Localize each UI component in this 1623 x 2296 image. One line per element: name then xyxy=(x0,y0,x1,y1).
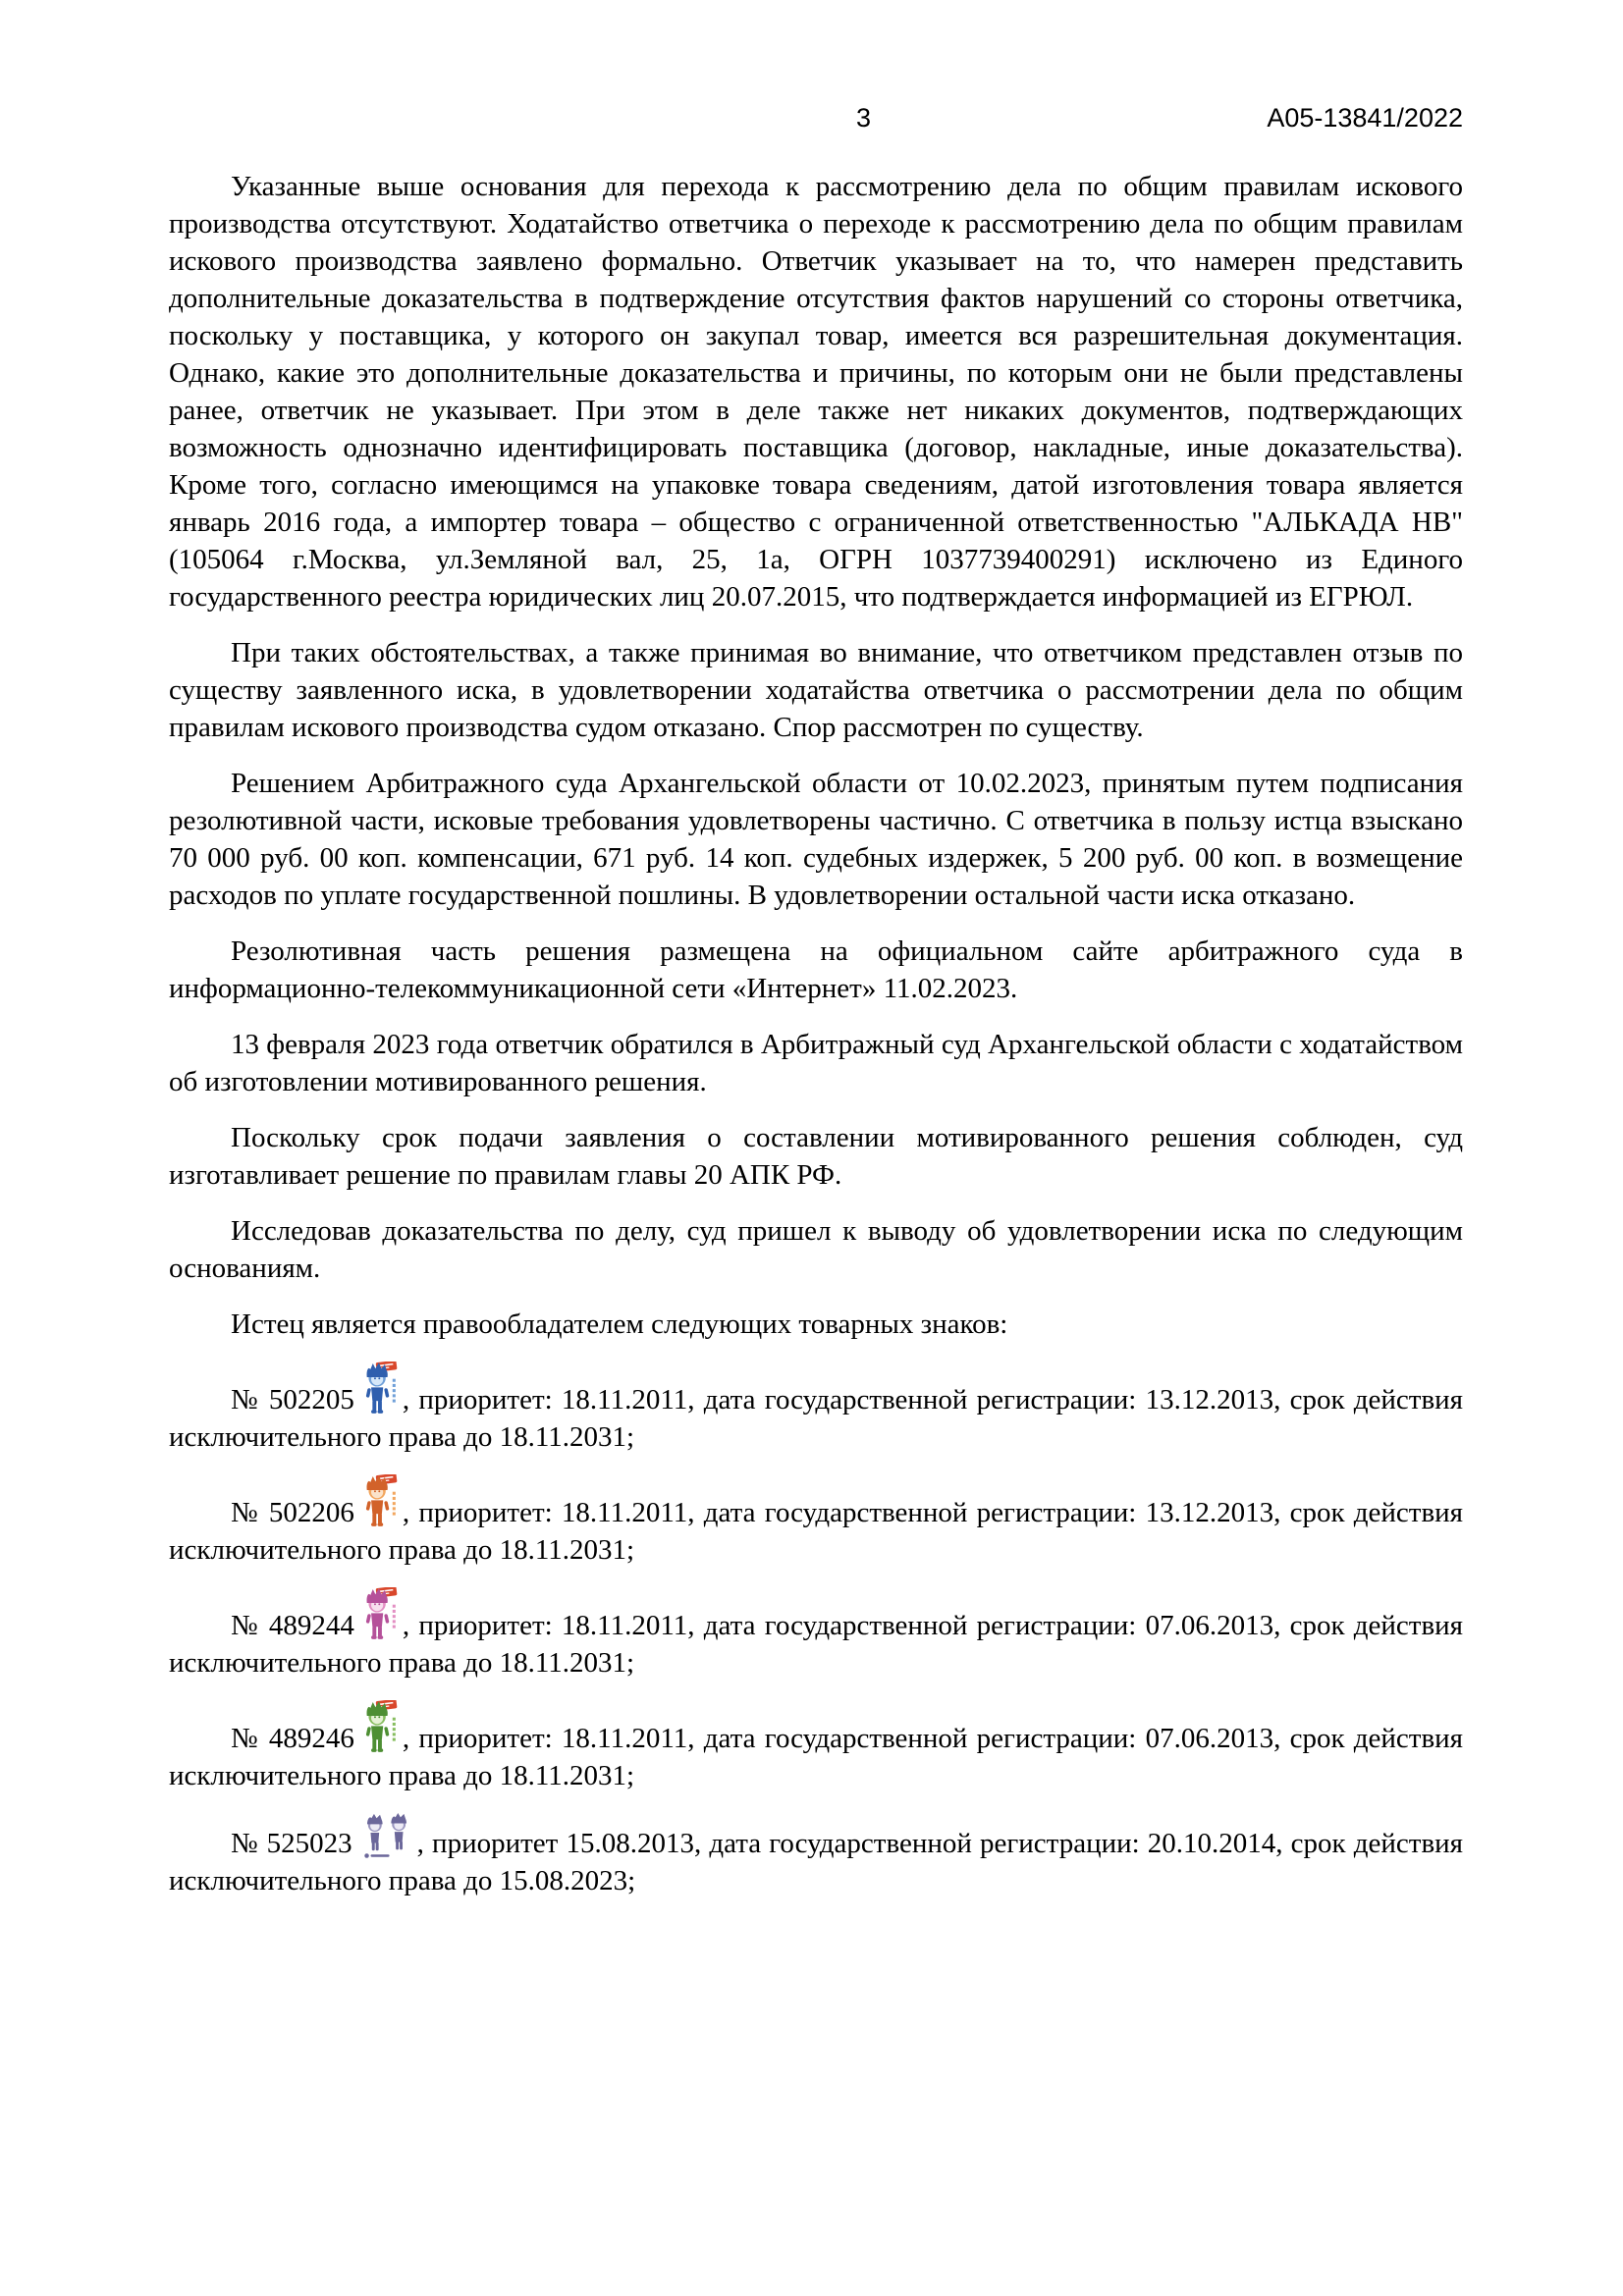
paragraph-motion-denied: При таких обстоятельствах, а также принимая во внимание, что ответчиком представлен отзыв по существу заявленного иска, в удовлетворении ходатайства ответчика о рассмотрении дела по общим правилам искового производства судом отказано. Спор рассмотрен по существу. xyxy=(169,637,1463,743)
trademark-number: № 489244 xyxy=(231,1610,354,1641)
paragraph-trademark-owner-intro: Истец является правообладателем следующих товарных знаков: xyxy=(231,1308,1008,1340)
trademark-525023-characters-icon xyxy=(362,1813,411,1859)
trademark-number: № 525023 xyxy=(231,1828,352,1859)
trademark-item-489244 xyxy=(169,1587,1463,1682)
trademark-number: № 502206 xyxy=(231,1497,354,1528)
trademark-details: , приоритет 15.08.2013, дата государственной регистрации: 20.10.2014, срок действия исключительного права до 15.08.2023; xyxy=(169,1828,1464,1896)
trademark-502205-character-icon xyxy=(358,1362,398,1418)
trademark-502206-character-icon xyxy=(358,1474,398,1531)
trademark-489246-character-icon xyxy=(358,1700,398,1757)
paragraph-court-conclusion: Исследовав доказательства по делу, суд пришел к выводу об удовлетворении иска по следующим основаниям. xyxy=(169,1215,1463,1284)
page-number: 3 xyxy=(856,103,872,133)
trademark-details: , приоритет: 18.11.2011, дата государственной регистрации: 13.12.2013, срок действия исключительного права до 18.11.2031; xyxy=(169,1497,1464,1566)
trademark-item-525023 xyxy=(169,1813,1463,1899)
case-number: А05-13841/2022 xyxy=(1267,103,1463,133)
paragraph-motion-for-reasoned-decision: 13 февраля 2023 года ответчик обратился в Арбитражный суд Архангельской области с ходатайством об изготовлении мотивированного решения. xyxy=(169,1029,1463,1097)
trademark-number: № 489246 xyxy=(231,1723,354,1754)
document-body xyxy=(169,168,1463,1899)
trademark-details: , приоритет: 18.11.2011, дата государственной регистрации: 07.06.2013, срок действия исключительного права до 18.11.2031; xyxy=(169,1610,1464,1679)
trademark-details: , приоритет: 18.11.2011, дата государственной регистрации: 13.12.2013, срок действия исключительного права до 18.11.2031; xyxy=(169,1384,1464,1453)
paragraph-deadline-met: Поскольку срок подачи заявления о составлении мотивированного решения соблюден, суд изготавливает решение по правилам главы 20 АПК РФ. xyxy=(169,1122,1463,1191)
page-header xyxy=(169,101,1463,134)
paragraph-grounds-absent: Указанные выше основания для перехода к рассмотрению дела по общим правилам искового производства отсутствуют. Ходатайство ответчика о переходе к рассмотрению дела по общим правилам искового производства заявлено формально. Ответчик указывает на то, что намерен представить дополнительные доказательства в подтверждение отсутствия фактов нарушений со стороны ответчика, поскольку у поставщика, у которого он закупал товар, имеется вся разрешительная документация. Однако, какие это дополнительные доказательства и причины, по которым они не были представлены ранее, ответчик не указывает. При этом в деле также нет никаких документов, подтверждающих возможность однозначно идентифицировать поставщика (договор, накладные, иные доказательства). Кроме того, согласно имеющимся на упаковке товара сведениям, датой изготовления товара является январь 2016 года, а импортер товара – общество с ограниченной ответственностью "АЛЬКАДА НВ" (105064 г.Москва, ул.Земляной вал, 25, 1а, ОГРН 1037739400291) исключено из Единого государственного реестра юридических лиц 20.07.2015, что подтверждается информацией из ЕГРЮЛ. xyxy=(169,171,1463,613)
trademark-item-489246 xyxy=(169,1700,1463,1794)
trademark-details: , приоритет: 18.11.2011, дата государственной регистрации: 07.06.2013, срок действия исключительного права до 18.11.2031; xyxy=(169,1723,1464,1791)
paragraph-resolutive-part-published: Резолютивная часть решения размещена на официальном сайте арбитражного суда в информационно-телекоммуникационной сети «Интернет» 11.02.2023. xyxy=(169,935,1463,1004)
trademark-item-502206 xyxy=(169,1474,1463,1569)
trademark-number: № 502205 xyxy=(231,1384,354,1415)
paragraph-decision-summary: Решением Арбитражного суда Архангельской области от 10.02.2023, принятым путем подписания резолютивной части, исковые требования удовлетворены частично. С ответчика в пользу истца взыскано 70 000 руб. 00 коп. компенсации, 671 руб. 14 коп. судебных издержек, 5 200 руб. 00 коп. в возмещение расходов по уплате государственной пошлины. В удовлетворении остальной части иска отказано. xyxy=(169,768,1463,911)
trademark-item-502205 xyxy=(169,1362,1463,1456)
trademark-489244-character-icon xyxy=(358,1587,398,1644)
